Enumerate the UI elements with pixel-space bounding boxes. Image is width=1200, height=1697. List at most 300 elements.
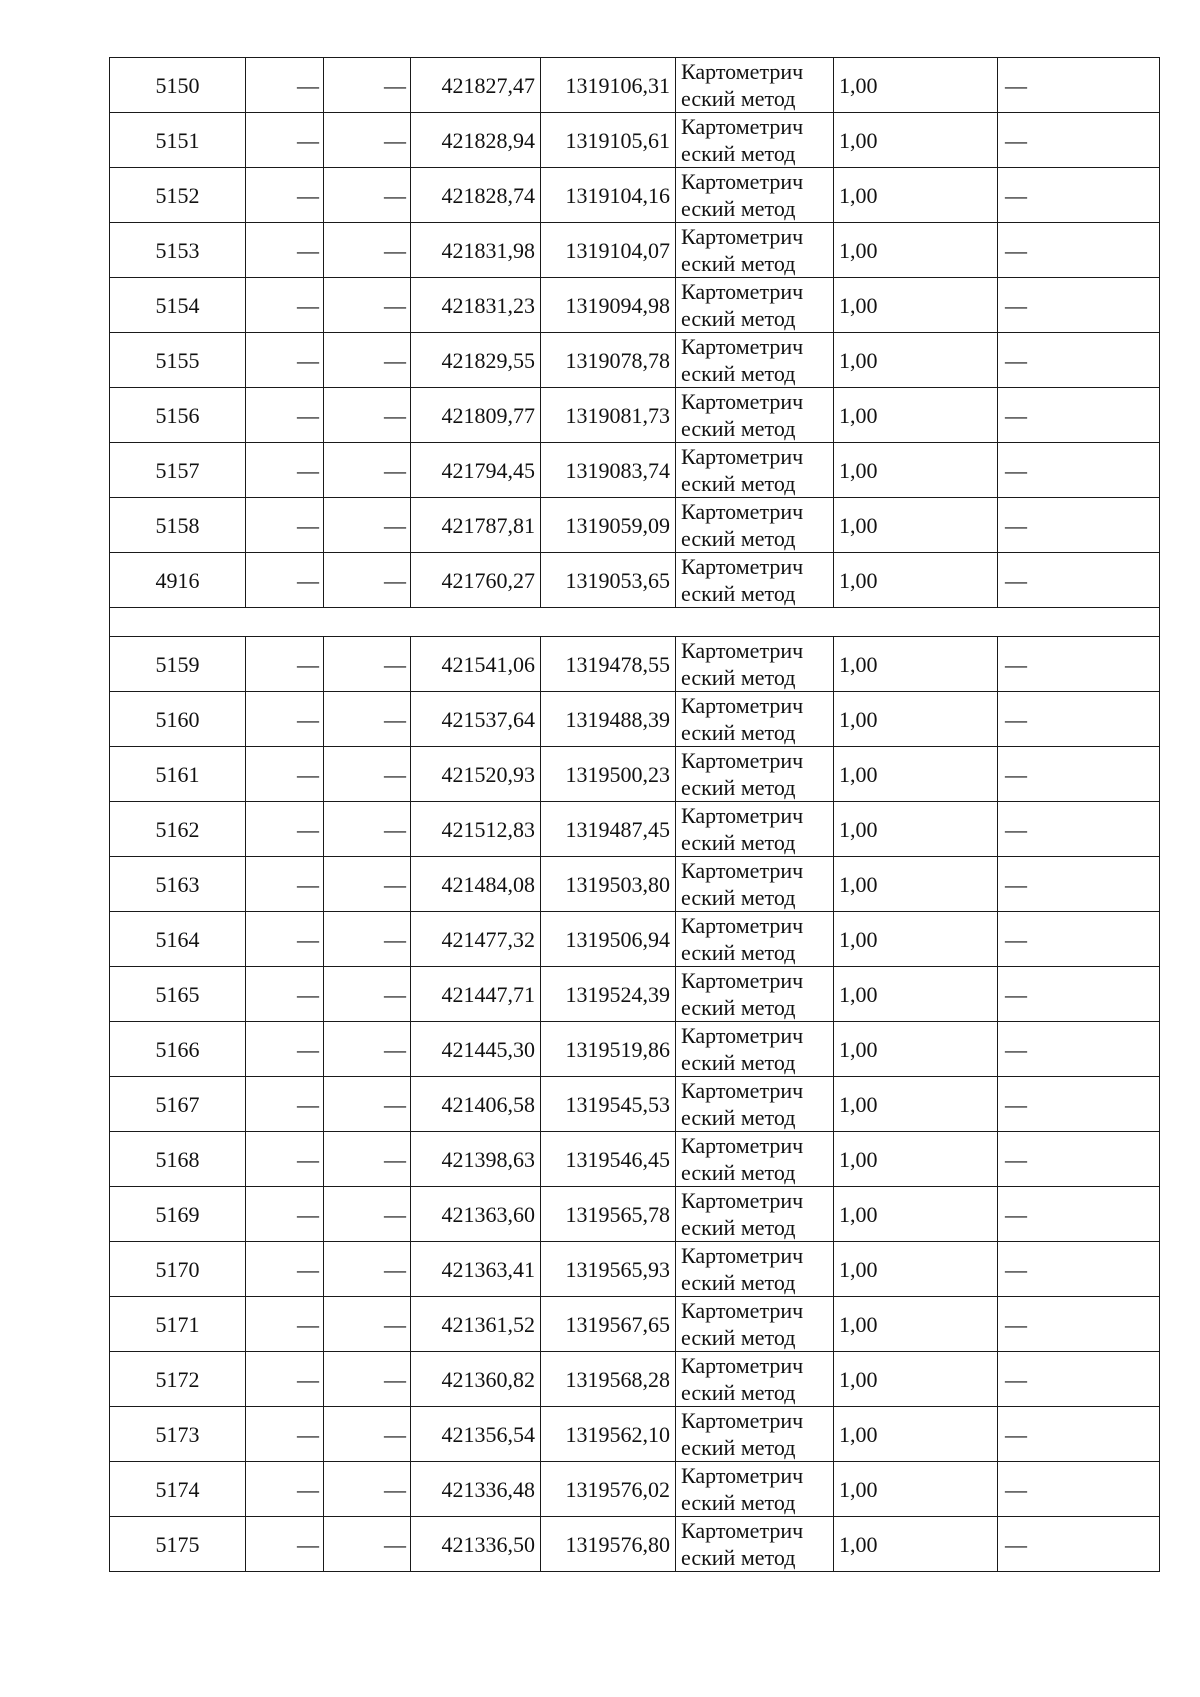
empty-value-cell: — (246, 1462, 324, 1517)
method-text-line-1: Картометрич (681, 499, 804, 524)
x-coordinate-cell: 421398,63 (411, 1132, 541, 1187)
table-row (110, 58, 1160, 113)
empty-value-cell: — (324, 1132, 411, 1187)
accuracy-cell: 1,00 (834, 553, 998, 608)
empty-value-cell: — (998, 857, 1160, 912)
empty-value-cell: — (246, 113, 324, 168)
method-cell (676, 168, 834, 223)
table-row (110, 857, 1160, 912)
empty-value-cell: — (324, 223, 411, 278)
empty-value-cell: — (998, 692, 1160, 747)
empty-value-cell: — (324, 1022, 411, 1077)
y-coordinate-cell: 1319094,98 (541, 278, 676, 333)
method-text-line-2: еский метод (681, 940, 796, 965)
table-row (110, 553, 1160, 608)
empty-value-cell: — (246, 1517, 324, 1572)
x-coordinate-cell: 421541,06 (411, 637, 541, 692)
method-text-line-1: Картометрич (681, 334, 804, 359)
empty-value-cell: — (998, 58, 1160, 113)
x-coordinate-cell: 421831,23 (411, 278, 541, 333)
empty-value-cell: — (246, 1132, 324, 1187)
table-row (110, 1022, 1160, 1077)
method-text-line-2: еский метод (681, 1545, 796, 1570)
empty-value-cell: — (998, 1187, 1160, 1242)
y-coordinate-cell: 1319487,45 (541, 802, 676, 857)
empty-value-cell: — (998, 278, 1160, 333)
table-row (110, 912, 1160, 967)
method-text-line-2: еский метод (681, 471, 796, 496)
empty-value-cell: — (246, 553, 324, 608)
accuracy-cell: 1,00 (834, 168, 998, 223)
empty-value-cell: — (324, 692, 411, 747)
accuracy-cell: 1,00 (834, 223, 998, 278)
method-text-line-2: еский метод (681, 830, 796, 855)
empty-value-cell: — (998, 553, 1160, 608)
point-number-cell: 5153 (110, 223, 246, 278)
y-coordinate-cell: 1319104,16 (541, 168, 676, 223)
accuracy-cell: 1,00 (834, 637, 998, 692)
x-coordinate-cell: 421447,71 (411, 967, 541, 1022)
empty-value-cell: — (324, 1077, 411, 1132)
method-text-line-1: Картометрич (681, 748, 804, 773)
method-text-line-1: Картометрич (681, 968, 804, 993)
x-coordinate-cell: 421336,50 (411, 1517, 541, 1572)
accuracy-cell: 1,00 (834, 1187, 998, 1242)
empty-value-cell: — (998, 113, 1160, 168)
y-coordinate-cell: 1319081,73 (541, 388, 676, 443)
empty-value-cell: — (246, 58, 324, 113)
accuracy-cell: 1,00 (834, 1242, 998, 1297)
method-text-line-2: еский метод (681, 885, 796, 910)
coordinates-table (109, 57, 1160, 1572)
empty-value-cell: — (324, 113, 411, 168)
empty-value-cell: — (324, 443, 411, 498)
x-coordinate-cell: 421831,98 (411, 223, 541, 278)
table-row (110, 1462, 1160, 1517)
point-number-cell: 5158 (110, 498, 246, 553)
empty-value-cell: — (998, 443, 1160, 498)
method-text-line-1: Картометрич (681, 554, 804, 579)
method-text-line-2: еский метод (681, 720, 796, 745)
method-text-line-2: еский метод (681, 665, 796, 690)
y-coordinate-cell: 1319567,65 (541, 1297, 676, 1352)
empty-value-cell: — (324, 168, 411, 223)
empty-value-cell: — (246, 1187, 324, 1242)
x-coordinate-cell: 421794,45 (411, 443, 541, 498)
y-coordinate-cell: 1319106,31 (541, 58, 676, 113)
y-coordinate-cell: 1319478,55 (541, 637, 676, 692)
method-text-line-1: Картометрич (681, 1353, 804, 1378)
empty-value-cell: — (324, 1407, 411, 1462)
method-text-line-1: Картометрич (681, 1518, 804, 1543)
point-number-cell: 5157 (110, 443, 246, 498)
method-cell (676, 1077, 834, 1132)
accuracy-cell: 1,00 (834, 1462, 998, 1517)
method-text-line-1: Картометрич (681, 1298, 804, 1323)
empty-value-cell: — (246, 1077, 324, 1132)
empty-value-cell: — (324, 1517, 411, 1572)
x-coordinate-cell: 421406,58 (411, 1077, 541, 1132)
x-coordinate-cell: 421828,74 (411, 168, 541, 223)
table-row (110, 1187, 1160, 1242)
accuracy-cell: 1,00 (834, 388, 998, 443)
point-number-cell: 5171 (110, 1297, 246, 1352)
method-text-line-1: Картометрич (681, 1463, 804, 1488)
y-coordinate-cell: 1319104,07 (541, 223, 676, 278)
x-coordinate-cell: 421829,55 (411, 333, 541, 388)
method-cell (676, 1022, 834, 1077)
x-coordinate-cell: 421360,82 (411, 1352, 541, 1407)
empty-value-cell: — (324, 747, 411, 802)
accuracy-cell: 1,00 (834, 747, 998, 802)
method-text-line-1: Картометрич (681, 858, 804, 883)
method-text-line-1: Картометрич (681, 114, 804, 139)
empty-value-cell: — (324, 278, 411, 333)
y-coordinate-cell: 1319053,65 (541, 553, 676, 608)
method-cell (676, 1407, 834, 1462)
method-cell (676, 1187, 834, 1242)
point-number-cell: 5174 (110, 1462, 246, 1517)
y-coordinate-cell: 1319565,93 (541, 1242, 676, 1297)
method-text-line-1: Картометрич (681, 638, 804, 663)
empty-value-cell: — (998, 1462, 1160, 1517)
method-text-line-2: еский метод (681, 361, 796, 386)
empty-value-cell: — (324, 1242, 411, 1297)
y-coordinate-cell: 1319059,09 (541, 498, 676, 553)
empty-value-cell: — (246, 692, 324, 747)
method-text-line-2: еский метод (681, 1050, 796, 1075)
empty-value-cell: — (324, 637, 411, 692)
empty-value-cell: — (324, 388, 411, 443)
x-coordinate-cell: 421363,60 (411, 1187, 541, 1242)
empty-value-cell: — (324, 912, 411, 967)
x-coordinate-cell: 421809,77 (411, 388, 541, 443)
method-text-line-2: еский метод (681, 581, 796, 606)
accuracy-cell: 1,00 (834, 692, 998, 747)
method-cell (676, 498, 834, 553)
table-row (110, 967, 1160, 1022)
empty-value-cell: — (324, 333, 411, 388)
empty-value-cell: — (246, 498, 324, 553)
point-number-cell: 5167 (110, 1077, 246, 1132)
empty-value-cell: — (998, 333, 1160, 388)
method-cell (676, 1242, 834, 1297)
method-text-line-1: Картометрич (681, 59, 804, 84)
empty-value-cell: — (246, 1407, 324, 1462)
method-text-line-2: еский метод (681, 1215, 796, 1240)
point-number-cell: 5170 (110, 1242, 246, 1297)
method-cell (676, 113, 834, 168)
method-text-line-2: еский метод (681, 1270, 796, 1295)
point-number-cell: 5156 (110, 388, 246, 443)
method-text-line-1: Картометрич (681, 913, 804, 938)
point-number-cell: 5175 (110, 1517, 246, 1572)
y-coordinate-cell: 1319500,23 (541, 747, 676, 802)
accuracy-cell: 1,00 (834, 278, 998, 333)
method-cell (676, 857, 834, 912)
empty-value-cell: — (246, 747, 324, 802)
empty-value-cell: — (998, 223, 1160, 278)
accuracy-cell: 1,00 (834, 912, 998, 967)
empty-value-cell: — (246, 637, 324, 692)
point-number-cell: 5155 (110, 333, 246, 388)
table-row (110, 1407, 1160, 1462)
empty-value-cell: — (998, 498, 1160, 553)
x-coordinate-cell: 421356,54 (411, 1407, 541, 1462)
method-cell (676, 912, 834, 967)
accuracy-cell: 1,00 (834, 857, 998, 912)
method-text-line-2: еский метод (681, 196, 796, 221)
empty-value-cell: — (246, 1242, 324, 1297)
empty-value-cell: — (246, 802, 324, 857)
method-cell (676, 802, 834, 857)
method-text-line-2: еский метод (681, 995, 796, 1020)
empty-value-cell: — (324, 1462, 411, 1517)
y-coordinate-cell: 1319524,39 (541, 967, 676, 1022)
x-coordinate-cell: 421363,41 (411, 1242, 541, 1297)
method-cell (676, 1132, 834, 1187)
method-cell (676, 333, 834, 388)
method-cell (676, 1352, 834, 1407)
method-text-line-1: Картометрич (681, 1188, 804, 1213)
empty-value-cell: — (324, 967, 411, 1022)
empty-value-cell: — (246, 857, 324, 912)
empty-value-cell: — (246, 443, 324, 498)
y-coordinate-cell: 1319506,94 (541, 912, 676, 967)
table-row (110, 223, 1160, 278)
method-cell (676, 443, 834, 498)
accuracy-cell: 1,00 (834, 113, 998, 168)
method-cell (676, 1517, 834, 1572)
method-cell (676, 967, 834, 1022)
y-coordinate-cell: 1319546,45 (541, 1132, 676, 1187)
accuracy-cell: 1,00 (834, 1517, 998, 1572)
y-coordinate-cell: 1319503,80 (541, 857, 676, 912)
table-row (110, 1242, 1160, 1297)
empty-value-cell: — (324, 857, 411, 912)
empty-value-cell: — (998, 1022, 1160, 1077)
accuracy-cell: 1,00 (834, 967, 998, 1022)
x-coordinate-cell: 421787,81 (411, 498, 541, 553)
method-text-line-2: еский метод (681, 526, 796, 551)
accuracy-cell: 1,00 (834, 802, 998, 857)
y-coordinate-cell: 1319519,86 (541, 1022, 676, 1077)
x-coordinate-cell: 421477,32 (411, 912, 541, 967)
accuracy-cell: 1,00 (834, 58, 998, 113)
point-number-cell: 5151 (110, 113, 246, 168)
point-number-cell: 5152 (110, 168, 246, 223)
empty-value-cell: — (246, 223, 324, 278)
method-text-line-1: Картометрич (681, 169, 804, 194)
method-cell (676, 388, 834, 443)
method-cell (676, 747, 834, 802)
x-coordinate-cell: 421512,83 (411, 802, 541, 857)
method-cell (676, 278, 834, 333)
empty-value-cell: — (998, 1297, 1160, 1352)
accuracy-cell: 1,00 (834, 498, 998, 553)
y-coordinate-cell: 1319568,28 (541, 1352, 676, 1407)
empty-value-cell: — (324, 498, 411, 553)
empty-value-cell: — (246, 1297, 324, 1352)
empty-value-cell: — (246, 278, 324, 333)
x-coordinate-cell: 421520,93 (411, 747, 541, 802)
method-text-line-2: еский метод (681, 416, 796, 441)
method-text-line-2: еский метод (681, 1490, 796, 1515)
point-number-cell: 5163 (110, 857, 246, 912)
method-text-line-2: еский метод (681, 251, 796, 276)
method-cell (676, 58, 834, 113)
method-text-line-1: Картометрич (681, 1408, 804, 1433)
empty-value-cell: — (998, 1242, 1160, 1297)
accuracy-cell: 1,00 (834, 443, 998, 498)
method-text-line-1: Картометрич (681, 224, 804, 249)
empty-value-cell: — (246, 388, 324, 443)
empty-value-cell: — (998, 802, 1160, 857)
table-row (110, 333, 1160, 388)
method-text-line-2: еский метод (681, 1160, 796, 1185)
method-cell (676, 692, 834, 747)
empty-value-cell: — (998, 912, 1160, 967)
method-text-line-1: Картометрич (681, 1243, 804, 1268)
empty-value-cell: — (998, 1132, 1160, 1187)
empty-value-cell: — (246, 967, 324, 1022)
empty-value-cell: — (324, 1352, 411, 1407)
empty-value-cell: — (998, 637, 1160, 692)
y-coordinate-cell: 1319545,53 (541, 1077, 676, 1132)
empty-value-cell: — (324, 1297, 411, 1352)
method-cell (676, 1297, 834, 1352)
point-number-cell: 5162 (110, 802, 246, 857)
accuracy-cell: 1,00 (834, 1297, 998, 1352)
y-coordinate-cell: 1319083,74 (541, 443, 676, 498)
point-number-cell: 5154 (110, 278, 246, 333)
method-text-line-1: Картометрич (681, 1133, 804, 1158)
method-text-line-2: еский метод (681, 1380, 796, 1405)
x-coordinate-cell: 421827,47 (411, 58, 541, 113)
method-text-line-2: еский метод (681, 1325, 796, 1350)
table-row (110, 113, 1160, 168)
point-number-cell: 5165 (110, 967, 246, 1022)
empty-value-cell: — (324, 58, 411, 113)
group-separator-cell (110, 608, 1160, 637)
method-text-line-2: еский метод (681, 775, 796, 800)
accuracy-cell: 1,00 (834, 1077, 998, 1132)
method-text-line-1: Картометрич (681, 279, 804, 304)
table-row (110, 388, 1160, 443)
empty-value-cell: — (324, 802, 411, 857)
point-number-cell: 5169 (110, 1187, 246, 1242)
y-coordinate-cell: 1319576,02 (541, 1462, 676, 1517)
y-coordinate-cell: 1319565,78 (541, 1187, 676, 1242)
empty-value-cell: — (246, 912, 324, 967)
empty-value-cell: — (324, 1187, 411, 1242)
x-coordinate-cell: 421361,52 (411, 1297, 541, 1352)
method-text-line-1: Картометрич (681, 444, 804, 469)
table-row (110, 498, 1160, 553)
method-text-line-2: еский метод (681, 141, 796, 166)
table-row (110, 747, 1160, 802)
point-number-cell: 5166 (110, 1022, 246, 1077)
point-number-cell: 5172 (110, 1352, 246, 1407)
x-coordinate-cell: 421760,27 (411, 553, 541, 608)
y-coordinate-cell: 1319078,78 (541, 333, 676, 388)
point-number-cell: 5159 (110, 637, 246, 692)
table-row (110, 1077, 1160, 1132)
table-row (110, 168, 1160, 223)
accuracy-cell: 1,00 (834, 1132, 998, 1187)
point-number-cell: 5168 (110, 1132, 246, 1187)
empty-value-cell: — (998, 1517, 1160, 1572)
method-text-line-2: еский метод (681, 1105, 796, 1130)
y-coordinate-cell: 1319488,39 (541, 692, 676, 747)
table-row (110, 278, 1160, 333)
table-body (110, 58, 1160, 1572)
x-coordinate-cell: 421336,48 (411, 1462, 541, 1517)
empty-value-cell: — (246, 333, 324, 388)
table-row (110, 1517, 1160, 1572)
table-row (110, 1297, 1160, 1352)
y-coordinate-cell: 1319576,80 (541, 1517, 676, 1572)
empty-value-cell: — (324, 553, 411, 608)
point-number-cell: 5164 (110, 912, 246, 967)
method-cell (676, 553, 834, 608)
empty-value-cell: — (246, 168, 324, 223)
method-cell (676, 637, 834, 692)
empty-value-cell: — (998, 1352, 1160, 1407)
table-row (110, 443, 1160, 498)
point-number-cell: 5161 (110, 747, 246, 802)
empty-value-cell: — (998, 1407, 1160, 1462)
empty-value-cell: — (998, 168, 1160, 223)
x-coordinate-cell: 421537,64 (411, 692, 541, 747)
method-text-line-1: Картометрич (681, 389, 804, 414)
point-number-cell: 5173 (110, 1407, 246, 1462)
empty-value-cell: — (246, 1022, 324, 1077)
table-row (110, 1132, 1160, 1187)
method-text-line-1: Картометрич (681, 1078, 804, 1103)
method-text-line-2: еский метод (681, 86, 796, 111)
empty-value-cell: — (998, 967, 1160, 1022)
empty-value-cell: — (246, 1352, 324, 1407)
point-number-cell: 4916 (110, 553, 246, 608)
y-coordinate-cell: 1319105,61 (541, 113, 676, 168)
accuracy-cell: 1,00 (834, 1352, 998, 1407)
point-number-cell: 5160 (110, 692, 246, 747)
group-separator-row (110, 608, 1160, 637)
method-cell (676, 223, 834, 278)
x-coordinate-cell: 421484,08 (411, 857, 541, 912)
table-row (110, 802, 1160, 857)
x-coordinate-cell: 421828,94 (411, 113, 541, 168)
method-text-line-2: еский метод (681, 306, 796, 331)
y-coordinate-cell: 1319562,10 (541, 1407, 676, 1462)
method-text-line-1: Картометрич (681, 803, 804, 828)
x-coordinate-cell: 421445,30 (411, 1022, 541, 1077)
method-text-line-2: еский метод (681, 1435, 796, 1460)
table-row (110, 692, 1160, 747)
accuracy-cell: 1,00 (834, 1407, 998, 1462)
empty-value-cell: — (998, 388, 1160, 443)
empty-value-cell: — (998, 1077, 1160, 1132)
table-row (110, 1352, 1160, 1407)
accuracy-cell: 1,00 (834, 333, 998, 388)
method-cell (676, 1462, 834, 1517)
method-text-line-1: Картометрич (681, 693, 804, 718)
accuracy-cell: 1,00 (834, 1022, 998, 1077)
method-text-line-1: Картометрич (681, 1023, 804, 1048)
table-row (110, 637, 1160, 692)
empty-value-cell: — (998, 747, 1160, 802)
